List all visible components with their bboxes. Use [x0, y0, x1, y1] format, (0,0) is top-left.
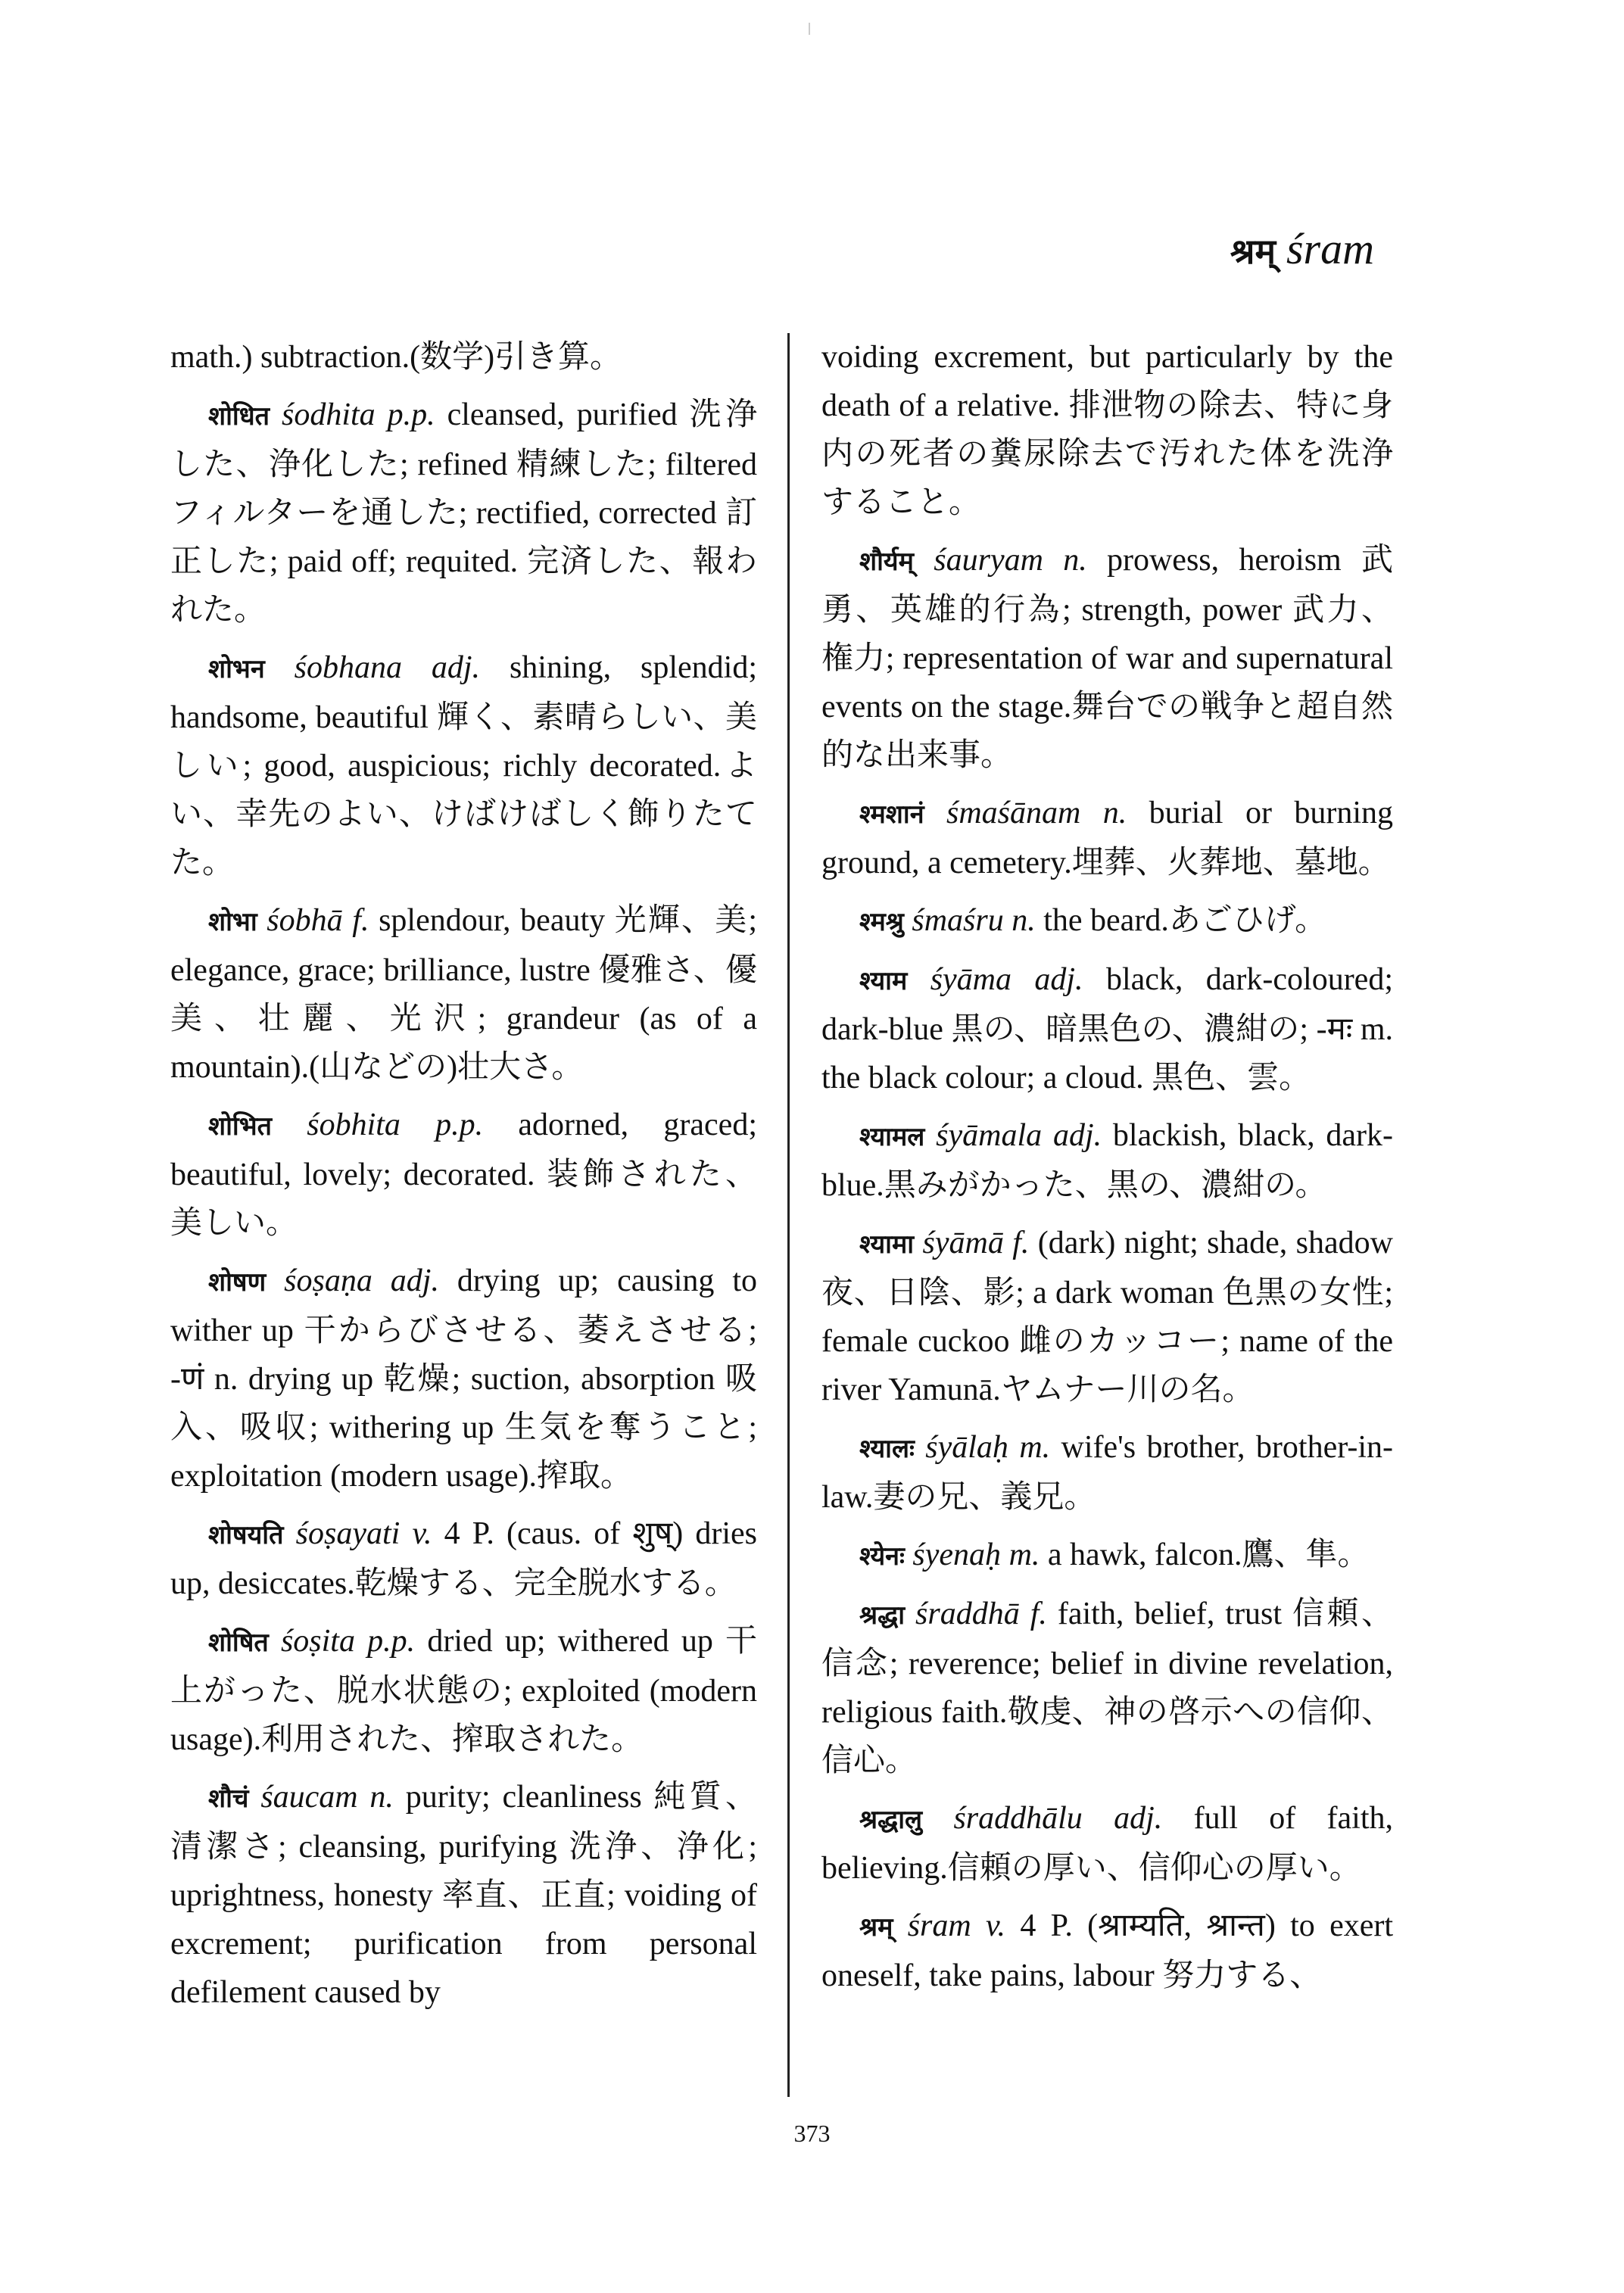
dictionary-entry: [170, 896, 757, 1092]
definition-text: full of faith, believing.信頼の厚い、信仰心の厚い。: [821, 1801, 1394, 1886]
grammar-label: v.: [986, 1908, 1006, 1943]
definition-text: adorned, graced; beautiful, lovely; decorated. 装飾された、美しい。: [170, 1108, 757, 1241]
left-column: [170, 333, 757, 2026]
dictionary-entry: [821, 1531, 1393, 1581]
definition-text: prowess, heroism 武勇、英雄的行為; strength, power 武力、権力; representation of war and supernatural events on the stage.舞台での戦争と超自然的な出来事。: [821, 543, 1394, 773]
headword-transliteration: śmaśānam: [946, 796, 1081, 830]
headword-devanagari: शोषित: [208, 1628, 269, 1658]
grammar-label: f.: [352, 903, 369, 938]
definition-text: purity; cleanliness 純質、清潔さ; cleansing, purifying 洗浄、浄化; uprightness, honesty 率直、正直; voiding of excrement; purification from personal defilement caused by: [170, 1780, 758, 2010]
dictionary-entry: [170, 1617, 757, 1764]
grammar-label: adj.: [390, 1263, 439, 1298]
grammar-label: adj.: [431, 650, 481, 685]
dictionary-entry: [170, 1257, 757, 1500]
definition-text: (dark) night; shade, shadow 夜、日陰、影; a dark woman 色黒の女性; female cuckoo 雌のカッコー; name of the river Yamunā.ヤムナー川の名。: [821, 1226, 1394, 1407]
grammar-label: f.: [1012, 1226, 1030, 1260]
headword-devanagari: शोभा: [208, 907, 257, 937]
dictionary-entry: [170, 643, 757, 887]
running-header: [1230, 224, 1374, 273]
definition-text: black, dark-coloured; dark-blue 黒の、暗黒色の、濃紺の; -मः m. the black colour; a cloud. 黒色、雲。: [821, 962, 1393, 1095]
headword-transliteration: śraddhā: [915, 1597, 1020, 1631]
grammar-label: n.: [369, 1780, 394, 1815]
headword-devanagari: श्याम: [859, 966, 908, 996]
grammar-label: n.: [1102, 796, 1127, 830]
header-devanagari: श्रम्: [1230, 231, 1276, 272]
headword-devanagari: शोभन: [208, 654, 265, 684]
continued-text: math.) subtraction.(数学)引き算。: [170, 340, 622, 375]
headword-transliteration: śyenaḥ: [912, 1537, 1002, 1572]
grammar-label: p.p.: [367, 1624, 416, 1659]
definition-text: dried up; withered up 干上がった、脱水状態の; exploited (modern usage).利用された、搾取された。: [170, 1624, 758, 1757]
grammar-label: p.p.: [435, 1108, 484, 1142]
headword-transliteration: śoṣayati: [295, 1516, 401, 1551]
header-transliteration: śram: [1286, 224, 1374, 273]
headword-transliteration: śaucam: [260, 1780, 358, 1815]
headword-devanagari: शोधित: [208, 401, 270, 431]
headword-transliteration: śraddhālu: [953, 1801, 1083, 1836]
definition-text: shining, splendid; handsome, beautiful 輝く、素晴らしい、美しい; good, auspicious; richly decorated.よい、幸先のよい、けばけばしく飾りたてた。: [170, 650, 758, 880]
headword-devanagari: श्मश्रु: [859, 907, 904, 937]
definition-text: splendour, beauty 光輝、美; elegance, grace; brilliance, lustre 優雅さ、優美、壮麗、光沢; grandeur (as of a mountain).(山などの)壮大さ。: [170, 903, 757, 1085]
grammar-label: m.: [1019, 1430, 1051, 1465]
headword-devanagari: शोषयति: [208, 1520, 284, 1550]
headword-transliteration: śobhita: [307, 1108, 401, 1142]
definition-text: faith, belief, trust 信頼、信念; reverence; belief in divine revelation, religious faith.敬虔、神の啓示への信仰、信心。: [821, 1597, 1394, 1778]
grammar-label: p.p.: [387, 397, 435, 432]
dictionary-entry: [821, 1423, 1393, 1522]
grammar-label: v.: [412, 1516, 432, 1551]
headword-devanagari: श्रद्धा: [859, 1600, 906, 1631]
grammar-label: f.: [1030, 1597, 1047, 1631]
dictionary-entry: [821, 536, 1393, 780]
definition-text: wife's brother, brother-in-law.妻の兄、義兄。: [821, 1430, 1393, 1515]
definition-text: a hawk, falcon.鷹、隼。: [1040, 1537, 1370, 1572]
grammar-label: m.: [1008, 1537, 1040, 1572]
dictionary-entry: [821, 896, 1393, 946]
headword-devanagari: श्यामल: [859, 1122, 925, 1152]
grammar-label: adj.: [1114, 1801, 1163, 1836]
headword-devanagari: शौर्यम्: [859, 547, 914, 577]
dictionary-entry: [821, 1794, 1393, 1893]
dictionary-entry: [821, 1590, 1393, 1785]
headword-transliteration: śauryam: [934, 543, 1043, 578]
headword-transliteration: śram: [907, 1908, 971, 1943]
grammar-label: n.: [1063, 543, 1087, 578]
continued-text: voiding excrement, but particularly by the death of a relative. 排泄物の除去、特に身内の死者の糞尿除去で汚れた体を洗浄すること。: [821, 340, 1393, 520]
headword-devanagari: श्मशानं: [859, 799, 924, 830]
right-column: [821, 333, 1393, 2009]
scan-mark: [809, 23, 810, 35]
headword-devanagari: शोषण: [208, 1267, 267, 1298]
definition-text: 4 P. (caus. of शुष्) dries up, desiccates.乾燥する、完全脱水する。: [170, 1516, 758, 1601]
headword-devanagari: श्यालः: [859, 1434, 915, 1464]
headword-devanagari: शोभित: [208, 1111, 273, 1142]
dictionary-entry: [821, 1219, 1393, 1414]
headword-transliteration: śmaśru: [912, 903, 1004, 938]
grammar-label: adj.: [1034, 962, 1083, 997]
headword-transliteration: śyāma: [930, 962, 1012, 997]
headword-transliteration: śodhita: [282, 397, 376, 432]
headword-transliteration: śyāmala: [936, 1118, 1043, 1153]
definition-text: blackish, black, dark-blue.黒みがかった、黒の、濃紺の。: [821, 1118, 1393, 1203]
dictionary-entry: [170, 1509, 757, 1608]
dictionary-entry: [170, 391, 757, 634]
definition-text: cleansed, purified 洗浄した、浄化した; refined 精練した; filtered フィルターを通した; rectified, corrected 訂正した; paid off; requited. 完済した、報われた。: [170, 397, 758, 628]
headword-transliteration: śobhana: [294, 650, 402, 685]
headword-transliteration: śoṣita: [280, 1624, 355, 1659]
headword-devanagari: श्यामा: [859, 1229, 915, 1260]
headword-devanagari: श्रम्: [859, 1912, 893, 1943]
headword-transliteration: śobhā: [267, 903, 343, 938]
definition-text: drying up; causing to wither up 干からびさせる、萎えさせる; -णं n. drying up 乾燥; suction, absorption 吸入、吸収; withering up 生気を奪うこと; exploitation (modern usage).搾取。: [170, 1263, 758, 1494]
grammar-label: adj.: [1052, 1118, 1102, 1153]
definition-text: the beard.あごひげ。: [1035, 903, 1327, 938]
headword-devanagari: श्येनः: [859, 1541, 905, 1572]
column-divider: [787, 333, 790, 2097]
dictionary-entry: [821, 955, 1393, 1102]
headword-transliteration: śyālaḥ: [925, 1430, 1008, 1465]
headword-devanagari: श्रद्धालु: [859, 1805, 923, 1835]
headword-devanagari: शौचं: [208, 1784, 249, 1814]
definition-text: 4 P. (श्राम्यति, श्रान्त) to exert oneself, take pains, labour 努力する、: [821, 1908, 1394, 1993]
dictionary-entry: [821, 789, 1393, 887]
dictionary-entry: [170, 1773, 757, 2017]
headword-transliteration: śyāmā: [922, 1226, 1004, 1260]
grammar-label: n.: [1011, 903, 1036, 938]
dictionary-entry: [821, 1111, 1393, 1210]
dictionary-entry: [170, 1101, 757, 1248]
dictionary-entry: [821, 1902, 1393, 2000]
headword-transliteration: śoṣaṇa: [284, 1263, 372, 1298]
definition-text: burial or burning ground, a cemetery.埋葬、火葬地、墓地。: [821, 796, 1393, 880]
page-number: 373: [793, 2120, 831, 2147]
